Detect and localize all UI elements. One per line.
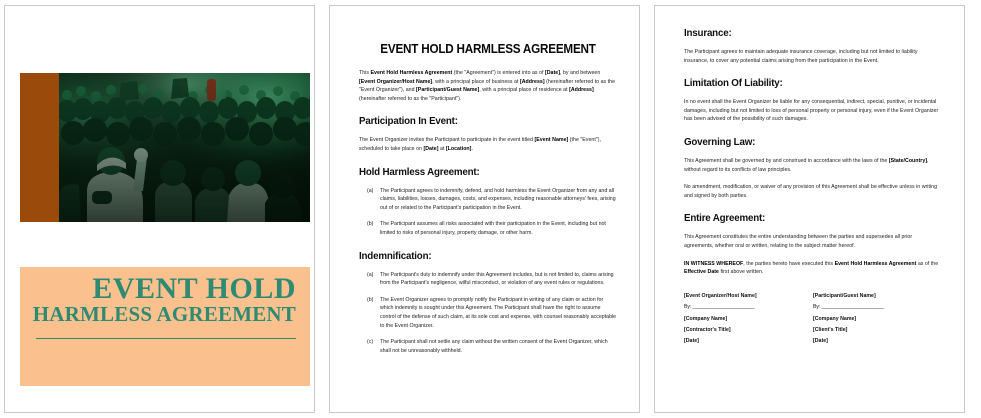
list-marker: (a)	[367, 187, 374, 194]
event-crowd-photo	[59, 73, 310, 222]
governing-text-1: This Agreement shall be governed by and construed in accordance with the laws of the	[684, 157, 889, 164]
witness-paragraph	[684, 260, 942, 277]
cover-artwork	[20, 73, 310, 222]
participant-name-field: [Participant/Guest Name]	[813, 292, 876, 299]
participation-text-1: The Event Organizer invites the Participant to participate in the event titled	[359, 137, 535, 144]
list-marker: (b)	[367, 296, 374, 303]
section-heading-limitation-of-liability: Limitation Of Liability:	[684, 78, 783, 90]
intro-date-field: [Date]	[544, 70, 560, 76]
witness-text-1: , the parties hereto have executed this	[743, 260, 835, 267]
witness-text-2: as of the	[916, 260, 939, 267]
intro-text-3: , by and between	[559, 70, 601, 76]
list-marker: (a)	[367, 271, 374, 278]
limitation-paragraph: In no event shall the Event Organizer be liable for any consequential, indirect, special, punitive, or incidental damages, including but not limited to loss of personal property or personal injury, even if the Event Organizer has been advised of the possibility of such damages.	[684, 99, 939, 123]
section-heading-governing-law: Governing Law:	[684, 136, 756, 148]
governing-law-paragraph	[684, 157, 942, 174]
page-body-1	[329, 5, 640, 413]
intro-agreement-name: Event Hold Harmless Agreement	[370, 70, 453, 76]
section-heading-participation: Participation In Event:	[359, 116, 458, 128]
intro-text-5: (hereinafter referred to as the "Event Organizer"), and	[359, 78, 616, 94]
cover-title-line2: HARMLESS AGREEMENT	[32, 302, 296, 326]
list-item-text: The Participant assumes all risks associated with their participation in the Event, including but not limited to risks of personal injury, property damage, or other harm.	[380, 221, 606, 236]
page-cover	[4, 5, 315, 413]
list-marker: (b)	[367, 221, 374, 228]
indemnification-list	[359, 271, 617, 356]
cover-title-line1: EVENT HOLD	[92, 272, 296, 305]
list-marker: (c)	[367, 339, 374, 346]
participant-title-field: [Client's Title]	[813, 326, 848, 333]
list-item	[359, 187, 617, 213]
cover-accent-bar	[20, 73, 59, 222]
participant-company-field: [Company Name]	[813, 315, 857, 322]
participation-text-2: (the "Event"), scheduled to take place on	[359, 137, 601, 152]
organizer-name-field: [Event Organizer/Host Name]	[684, 292, 757, 299]
intro-address-field-1: [Address]	[519, 78, 545, 85]
intro-address-field-2: [Address]	[569, 87, 594, 94]
cover-divider-rule	[36, 338, 296, 339]
participation-text-4: .	[471, 145, 473, 152]
intro-text-7: (hereinafter referred to as the "Participant").	[359, 95, 462, 102]
section-heading-entire-agreement: Entire Agreement:	[684, 213, 766, 225]
list-item-text: The Event Organizer agrees to promptly notify the Participant in writing of any claim or action for which indemnity is sought under this Agreement. The Participant shall have the right to assume control of the defense of such claim, at its sole cost and expense, with counsel reasonably acceptable to the Event Organizer.	[380, 296, 617, 329]
page2-content	[359, 28, 617, 400]
insurance-paragraph: The Participant agrees to maintain adequate insurance coverage, including but not limited to liability insurance, to cover any potential claims arising from their participation in the Event.	[684, 49, 918, 64]
list-item	[359, 220, 617, 237]
signature-column-participant	[813, 291, 942, 348]
cover-title-box	[20, 267, 310, 386]
witness-text-3: first above written.	[719, 269, 764, 276]
participant-date-field: [Date]	[813, 338, 828, 345]
participation-event-name-field: [Event Name]	[534, 137, 569, 144]
participation-paragraph	[359, 136, 617, 153]
entire-agreement-paragraph: This Agreement constitutes the entire understanding between the parties and supersedes all prior agreements, whether oral or written, relating to the subject matter hereof.	[684, 234, 913, 249]
signature-block	[684, 291, 942, 348]
witness-agreement-name: Event Hold Harmless Agreement	[834, 260, 917, 267]
page-title: EVENT HOLD HARMLESS AGREEMENT	[380, 42, 596, 56]
participation-date-field: [Date]	[423, 145, 439, 152]
participation-location-field: [Location]	[445, 145, 472, 152]
intro-text-1: This	[359, 70, 371, 76]
witness-effective-date-field: Effective Date	[684, 269, 720, 276]
intro-participant-field: [Participant/Guest Name]	[416, 87, 480, 94]
organizer-title-field: [Contractor's Title]	[684, 326, 731, 333]
page-body-2	[654, 5, 965, 413]
organizer-company-field: [Company Name]	[684, 315, 728, 322]
signature-column-organizer	[684, 291, 813, 348]
organizer-date-field: [Date]	[684, 338, 699, 345]
governing-state-field: [State/Country]	[888, 157, 928, 164]
section-heading-insurance: Insurance:	[684, 28, 732, 39]
participant-signature-line[interactable]: By: ______________________	[813, 304, 884, 311]
intro-text-2: (the "Agreement") is entered into as of	[452, 70, 545, 76]
list-item-text: The Participant's duty to indemnify under this Agreement includes, but is not limited to, claims arising from the Participant's negligence, wilful misconduct, or violation of any event rules or regulations.	[380, 271, 614, 287]
participation-text-3: at	[438, 145, 446, 152]
list-item	[359, 296, 617, 330]
section-heading-indemnification: Indemnification:	[359, 250, 432, 262]
section-heading-hold-harmless: Hold Harmless Agreement:	[359, 166, 480, 178]
governing-text-2: , without regard to its conflicts of law principles.	[684, 157, 929, 173]
list-item	[359, 338, 617, 355]
page3-content	[684, 28, 942, 400]
intro-organizer-field: [Event Organizer/Host Name]	[359, 78, 433, 85]
intro-paragraph	[359, 69, 617, 103]
organizer-signature-line[interactable]: By: ______________________	[684, 304, 755, 311]
amendment-paragraph: No amendment, modification, or waiver of any provision of this Agreement shall be effective unless in writing and signed by both parties.	[684, 184, 938, 199]
list-item-text: The Participant shall not settle any claim without the written consent of the Event Organizer, which shall not be unreasonably withheld.	[380, 339, 608, 354]
list-item	[359, 271, 617, 288]
intro-text-6: , with a principal place of residence at	[479, 87, 570, 94]
list-item-text: The Participant agrees to indemnify, defend, and hold harmless the Event Organizer from any and all claims, liabilities, losses, damages, costs, and expenses, including reasonable attorneys' fees, arising out of or related to the Participant's participation in the Event.	[380, 187, 616, 211]
intro-text-4: , with a principal place of business at	[432, 78, 520, 85]
hold-harmless-list	[359, 187, 617, 238]
witness-whereof-label: IN WITNESS WHEREOF	[684, 260, 744, 267]
